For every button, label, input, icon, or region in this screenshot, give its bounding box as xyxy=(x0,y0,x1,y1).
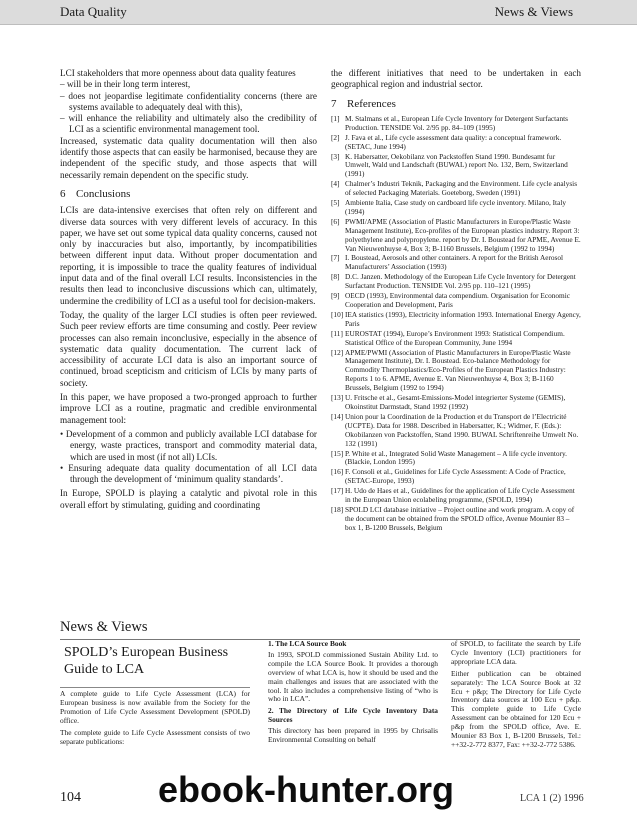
reference-text: M. Stalmans et al., European Life Cycle Inventory for Detergent Surfactants Production. TENSIDE Vol. 2/95 pp. 84–109 (1995) xyxy=(345,113,568,132)
reference-number: [1] xyxy=(331,113,340,123)
reference-item xyxy=(331,487,581,505)
reference-text: Ambiente Italia, Case study on cardboard life cycle inventory. Milano, Italy (1994) xyxy=(345,198,566,216)
header-left: Data Quality xyxy=(60,4,127,19)
bullet-item: • Ensuring adequate data quality documentation of all LCI data through the development of ‘minimum quality standards’. xyxy=(60,462,317,485)
reference-item xyxy=(331,413,581,449)
reference-number: [15] xyxy=(331,448,344,458)
reference-text: Chalmer’s Industri Teknik, Packaging and the Environment. Life cycle analysis of selected Packaging Materials. Goeteborg, Sweden (1991) xyxy=(345,179,578,198)
divider xyxy=(60,687,250,688)
reference-text: SPOLD LCI database initiative – Project outline and work program. A copy of the document can be obtained from the SPOLD office, Avenue Mounier 83 – box 1, B-1200 Brussels, Belgium xyxy=(345,504,575,532)
reference-item xyxy=(331,450,581,468)
section-heading: 6 Conclusions xyxy=(60,187,131,200)
reference-number: [6] xyxy=(331,216,340,226)
reference-text: I. Boustead, Aerosols and other containers. A report for the British Aerosol Manufacturers’ Association (1993) xyxy=(345,253,564,272)
reference-number: [11] xyxy=(331,328,343,338)
left-column xyxy=(60,68,317,514)
paragraph: the different initiatives that need to be undertaken in each geographical region and industrial sector. xyxy=(331,68,581,90)
reference-text: K. Habersatter, Oekobilanz von Packstoffen Stand 1990. Bundesamt fur Umwelt, Wald und Landschaft (BUWAL) report No. 132, Bern, Switzerland (1991) xyxy=(345,151,568,179)
news-column-1 xyxy=(60,690,250,749)
running-header xyxy=(0,0,637,25)
reference-number: [18] xyxy=(331,504,344,514)
reference-item xyxy=(331,115,581,133)
intro-text: LCI stakeholders that more openness about data quality features xyxy=(60,68,296,78)
news-views-title: News & Views xyxy=(60,619,148,635)
reference-item xyxy=(331,218,581,254)
header-right: News & Views xyxy=(494,4,573,19)
reference-text: H. Udo de Haes et al., Guidelines for the application of Life Cycle Assessment in the European Union ecolabeling programme, (SPOLD, 1994) xyxy=(345,486,575,505)
reference-text: APME/PWMI (Association of Plastic Manufacturers in Europe/Plastic Waste Management Institute), Dr. I. Boustead. Eco-balance Methodology for Commodity Thermoplastics/Eco-Profiles of the European Plastics Industry: Reports 1 to 6. APME, Avenue E. Van Nieuwenhuyse 4, Box 3; B-1160 Brussels, Belgium (1992 to 1994) xyxy=(345,347,571,393)
reference-number: [14] xyxy=(331,411,344,421)
reference-text: PWMI/APME (Association of Plastic Manufacturers in Europe/Plastic Waste Management Institute), Eco-profiles of the European plastics industry. Report 3: polyethylene and polypropylene. report by Dr. I. Boustead for APME, Avenue E. Van Nieuwenhuyse 4, Box 3; B-1160 Brussels, Belgium (1992 to 1994) xyxy=(345,216,581,253)
paragraph: of SPOLD, to facilitate the search by Life Cycle Inventory (LCI) practitioners for appropriate LCA data. xyxy=(451,639,581,666)
subheading: 2. The Directory of Life Cycle Inventory Data Sources xyxy=(268,706,438,725)
paragraph: In this paper, we have proposed a two-pronged approach to further improve LCI as a routine, pragmatic and credible environmental management tool: xyxy=(60,392,317,425)
reference-item xyxy=(331,349,581,394)
section-heading: 7 References xyxy=(331,97,396,110)
reference-number: [12] xyxy=(331,347,344,357)
watermark-link[interactable]: ebook-hunter.org xyxy=(158,769,454,810)
reference-item xyxy=(331,273,581,291)
paragraph: Increased, systematic data quality documentation will then also identify those aspects that can easily be harmonised, because they are independent of the specific study, and those aspects that will necessarily remain dependent on the specific study. xyxy=(60,135,317,180)
reference-item xyxy=(331,292,581,310)
reference-item xyxy=(331,311,581,329)
news-column-2 xyxy=(268,640,438,748)
reference-number: [16] xyxy=(331,467,344,477)
reference-text: J. Fava et al., Life cycle assessment data quality: a conceptual framework. (SETAC, June 1994) xyxy=(345,132,562,151)
paragraph: A complete guide to Life Cycle Assessment (LCA) for European business is now available from the Society for the Promotion of Life Cycle Assessment Development (SPOLD) office. xyxy=(60,689,250,725)
paragraph: In Europe, SPOLD is playing a catalytic and pivotal role in this overall effort by stimulating, guiding and coordinating xyxy=(60,488,317,510)
reference-number: [9] xyxy=(331,291,340,301)
paragraph: In 1993, SPOLD commissioned Sustain Ability Ltd. to compile the LCA Source Book. It provides a thorough overview of what LCA is, how it should be used and the main challenges and issues that are associated with the tool. It also includes a comprehensive listing of “who is who in LCA”. xyxy=(268,649,438,704)
reference-number: [10] xyxy=(331,309,344,319)
reference-item xyxy=(331,153,581,180)
paragraph: Today, the quality of the larger LCI studies is often peer reviewed. Such peer review efforts are time consuming and costly. Peer review processes can also remain inconclusive, especially in the absence of systematic data quality documentation. The current lack of accessibility of accurate LCI data is also an important source of continued, broad scepticism and criticism of LCIs by many parts of society. xyxy=(60,309,317,388)
bullet-item: • Development of a common and publicly available LCI database for energy, waste practices, transport and commodity material data, which are used in most (if not all) LCIs. xyxy=(60,428,317,462)
article-title: SPOLD’s European Business Guide to LCA xyxy=(64,645,229,677)
paragraph: This directory has been prepared in 1995 by Chrisalis Environmental Consulting on behalf xyxy=(268,726,438,745)
dash-item: – does not jeopardise legitimate confidentiality concerns (there are systems available to adequately deal with this), xyxy=(60,90,317,112)
reference-item xyxy=(331,394,581,412)
journal-citation: LCA 1 (2) 1996 xyxy=(520,793,584,804)
paragraph: The complete guide to Life Cycle Assessment consists of two separate publications: xyxy=(60,727,250,746)
right-column xyxy=(331,68,581,534)
news-column-3 xyxy=(451,640,581,753)
reference-text: Union pour la Coordination de la Production et du Transport de l’Electricité (UCPTE). Data for 1988. Described in Habersatter, K.; Widmer, F. (Eds.): Okobilanzen von Packstoffen, Stand 1990. BUWAL Schriftenreihe Umwelt No. 132 (1991) xyxy=(345,411,579,448)
reference-item xyxy=(331,134,581,152)
page-number: 104 xyxy=(60,790,81,805)
reference-text: OECD (1993), Environmental data compendium. Organisation for Economic Cooperation and Development, Paris xyxy=(345,291,571,310)
reference-number: [2] xyxy=(331,132,340,142)
reference-text: EUROSTAT (1994), Europe’s Environment 1993: Statistical Compendium. Statistical Office of the European Community, June 1994 xyxy=(345,328,565,347)
dash-item: – will be in their long term interest, xyxy=(60,79,191,90)
reference-item xyxy=(331,180,581,198)
reference-number: [3] xyxy=(331,151,340,161)
reference-item xyxy=(331,468,581,486)
reference-number: [17] xyxy=(331,486,344,496)
subheading: 1. The LCA Source Book xyxy=(268,639,347,648)
reference-number: [4] xyxy=(331,179,340,189)
reference-number: [7] xyxy=(331,253,340,263)
reference-text: P. White et al., Integrated Solid Waste Management – A life cycle inventory. (Blackie, London 1995) xyxy=(345,448,567,467)
reference-item xyxy=(331,330,581,348)
reference-item xyxy=(331,506,581,533)
reference-text: IEA statistics (1993), Electricity information 1993. International Energy Agency, Paris xyxy=(345,309,581,328)
reference-list xyxy=(331,115,581,533)
paragraph: LCIs are data-intensive exercises that often rely on different and diverse data sources with very different levels of accuracy. In this paper, we have set out some typical data quality concerns, caused not only by inaccuracies but also, importantly, by incompatibilities between different input data. Without proper documentation and reporting, it is impossible to trace the quality features of individual input data and of the final overall LCI results. Inconsistencies in the results then lead to inconclusive discussions which can, ultimately, undermine the credibility of LCI as a useful tool for decision-makers. xyxy=(60,205,317,306)
reference-item xyxy=(331,254,581,272)
reference-text: U. Fritsche et al., Gesamt-Emissions-Model integrierter Systeme (GEMIS), Okoinstitut Darmstadt, Stand 1992 (1992) xyxy=(345,393,566,411)
reference-number: [13] xyxy=(331,393,344,403)
reference-text: F. Consoli et al., Guidelines for Life Cycle Assessment: A Code of Practice, (SETAC-Europe, 1993) xyxy=(345,467,566,486)
reference-number: [8] xyxy=(331,272,340,282)
reference-number: [5] xyxy=(331,198,340,208)
reference-text: D.C. Janzen. Methodology of the European Life Cycle Inventory for Detergent Surfactant Production. TENSIDE Vol. 2/95 pp. 110–121 (1995) xyxy=(345,272,576,291)
dash-item: – will enhance the reliability and ultimately also the credibility of LCI as a scientific environmental management tool. xyxy=(60,113,317,135)
reference-item xyxy=(331,199,581,217)
paragraph: Either publication can be obtained separately: The LCA Source Book at 32 Ecu + p&p; The Directory for Life Cycle Inventory data sources at 100 Ecu + p&p. This complete guide to Life Cycle Assessment can be obtained for 120 Ecu + p&p from the SPOLD office, Ave. E. Mounier 83 Box 1, B-1200 Brussels, Tel.: ++32-2-772 8377, Fax: ++32-2-772 5386. xyxy=(451,668,581,749)
